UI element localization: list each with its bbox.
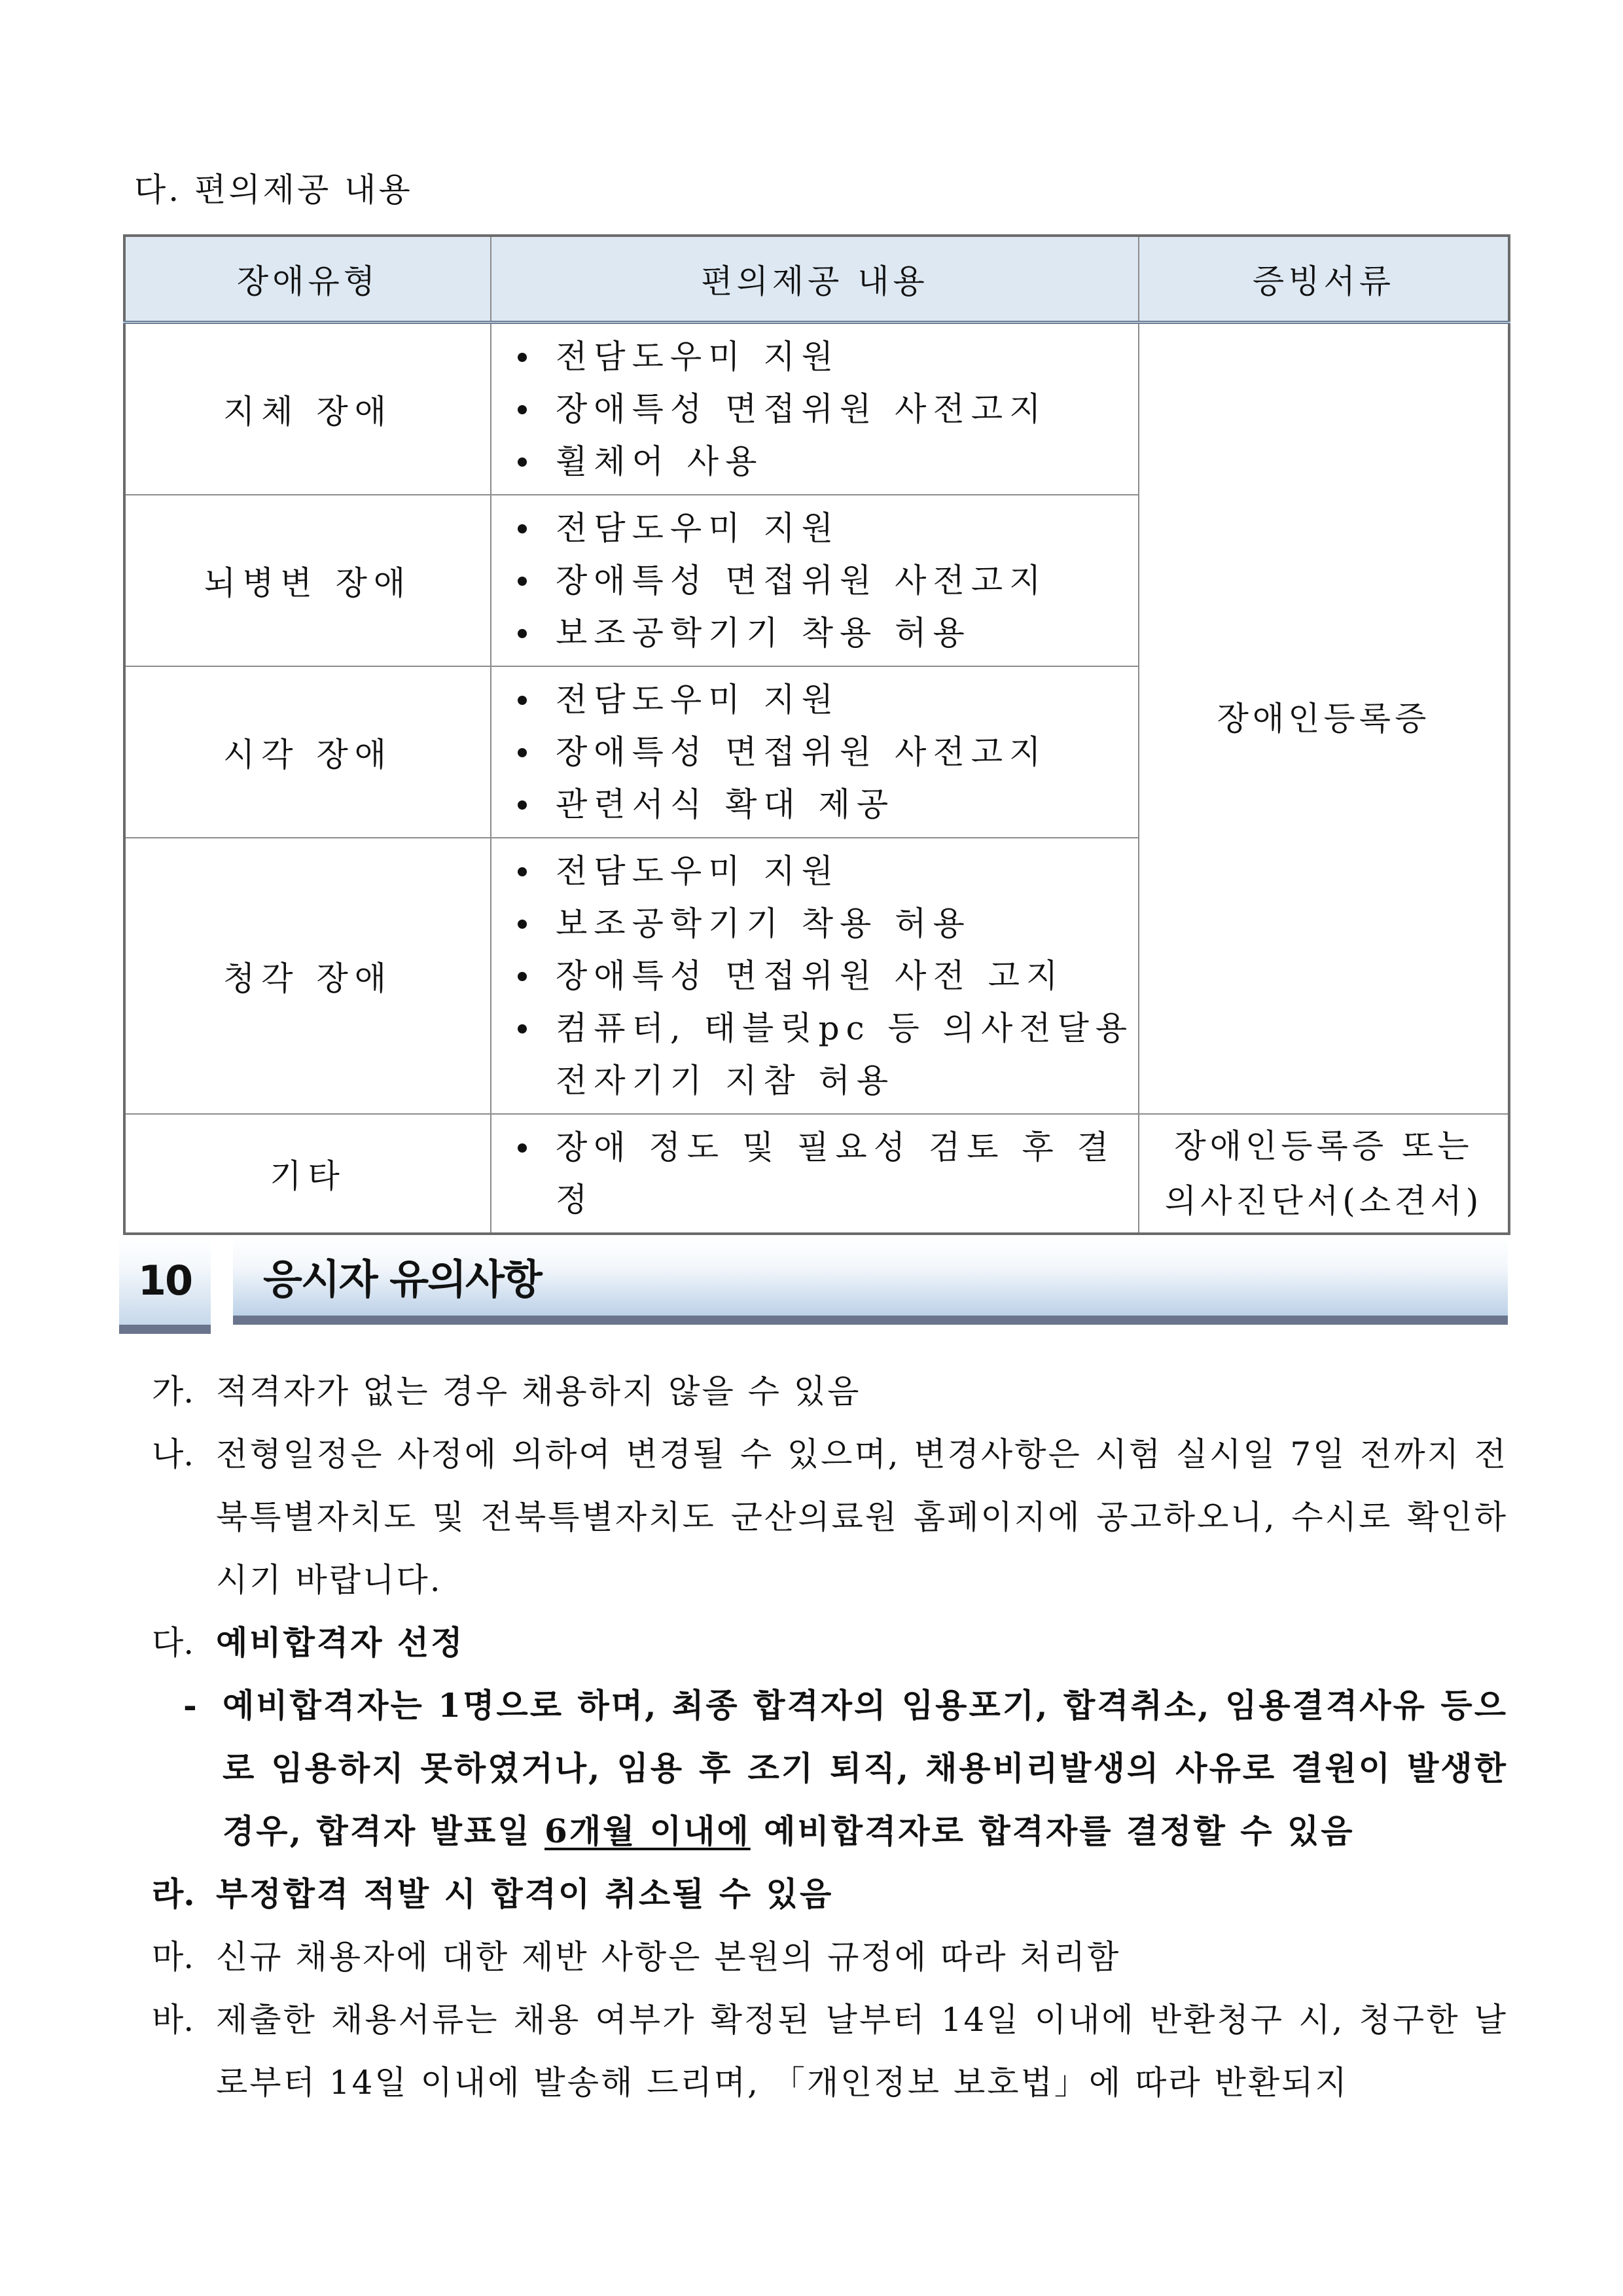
notice-item [152, 1926, 1508, 1988]
accommodation-cell [491, 666, 1139, 838]
notice-label: 가. [152, 1372, 194, 1410]
shared-proof-cell: 장애인등록증 [1139, 323, 1509, 1115]
notice-text: 적격자가 없는 경우 채용하지 않을 수 있음 [216, 1372, 861, 1410]
notice-item [152, 1423, 1508, 1611]
notice-text: 신규 채용자에 대한 제반 사항은 본원의 규정에 따라 처리함 [216, 1938, 1121, 1976]
accommodation-cell [491, 323, 1139, 495]
accommodation-cell [491, 838, 1139, 1114]
notice-subitem [152, 1674, 1508, 1863]
list-item: 컴퓨터, 태블릿pc 등 의사전달용 전자기기 지참 허용 [518, 1002, 1138, 1107]
disability-type-cell: 기타 [124, 1114, 491, 1234]
notice-text-part: 예비합격자는 1명으로 하며, 최종 합격자의 임용포기, 합격취소, 임용결격사유 등으로 임용하지 못하였거나, 임용 후 조기 퇴직, 채용비리발생의 사유로 결원이 발생한 경우, 합격자 발표일 [223, 1686, 1508, 1850]
section-banner [119, 1236, 1508, 1335]
accommodation-table [123, 234, 1510, 1235]
subheading: 다. 편의제공 내용 [134, 171, 413, 209]
disability-type-cell: 청각 장애 [124, 838, 491, 1114]
list-item: 보조공학기기 착용 허용 [518, 607, 1138, 659]
notice-text: 전형일정은 사정에 의하여 변경될 수 있으며, 변경사항은 시험 실시일 7일 전까지 전북특별자치도 및 전북특별자치도 군산의료원 홈페이지에 공고하오니, 수시로 확인하시기 바랍니다. [216, 1435, 1508, 1599]
list-item: 전담도우미 지원 [518, 845, 1138, 897]
notice-item [152, 1611, 1508, 1674]
header-accommodation: 편의제공 내용 [491, 236, 1139, 323]
accommodation-cell [491, 1114, 1139, 1234]
underlined-deadline: 6개월 이내에 [544, 1812, 751, 1850]
disability-type-cell: 시각 장애 [124, 666, 491, 838]
notice-item [152, 1863, 1508, 1926]
notice-label: 다. [152, 1624, 194, 1662]
list-item: 장애특성 면접위원 사전고지 [518, 554, 1138, 607]
list-item: 장애특성 면접위원 사전 고지 [518, 950, 1138, 1002]
disability-type-cell: 뇌병변 장애 [124, 495, 491, 666]
notice-label: 나. [152, 1435, 194, 1473]
notice-list [152, 1360, 1508, 2114]
header-proof-document: 증빙서류 [1139, 236, 1509, 323]
notice-text [152, 1674, 1508, 1863]
proof-line: 의사진단서(소견서) [1164, 1182, 1483, 1220]
list-item: 장애 정도 및 필요성 검토 후 결정 [518, 1121, 1138, 1226]
notice-item [152, 1988, 1508, 2114]
notice-text: 제출한 채용서류는 채용 여부가 확정된 날부터 14일 이내에 반환청구 시, 청구한 날로부터 14일 이내에 발송해 드리며, 「개인정보 보호법」에 따라 반환되지 [216, 2001, 1508, 2102]
notice-text-part: 예비합격자로 합격자를 결정할 수 있음 [750, 1812, 1355, 1850]
header-disability-type: 장애유형 [124, 236, 491, 323]
disability-type-cell: 지체 장애 [124, 323, 491, 495]
table-row [124, 1114, 1509, 1234]
table-row [124, 323, 1509, 495]
proof-line: 장애인등록증 또는 [1174, 1127, 1473, 1165]
list-item: 전담도우미 지원 [518, 502, 1138, 554]
proof-cell [1139, 1114, 1509, 1234]
list-item: 전담도우미 지원 [518, 331, 1138, 383]
notice-label: 바. [152, 2001, 194, 2039]
notice-label: 마. [152, 1938, 194, 1976]
notice-item [152, 1360, 1508, 1423]
list-item: 전담도우미 지원 [518, 673, 1138, 726]
section-number: 10 [119, 1236, 211, 1334]
section-title: 응시자 유의사항 [233, 1236, 1508, 1325]
notice-text: 부정합격 적발 시 합격이 취소될 수 있음 [216, 1874, 834, 1913]
list-item: 장애특성 면접위원 사전고지 [518, 383, 1138, 435]
table-header-row [124, 236, 1509, 323]
list-item: 관련서식 확대 제공 [518, 778, 1138, 831]
list-item: 보조공학기기 착용 허용 [518, 897, 1138, 950]
dash-label: - [183, 1686, 197, 1725]
list-item: 장애특성 면접위원 사전고지 [518, 726, 1138, 778]
accommodation-cell [491, 495, 1139, 666]
list-item: 휠체어 사용 [518, 435, 1138, 488]
notice-text: 예비합격자 선정 [216, 1623, 465, 1662]
notice-label: 라. [152, 1874, 195, 1913]
